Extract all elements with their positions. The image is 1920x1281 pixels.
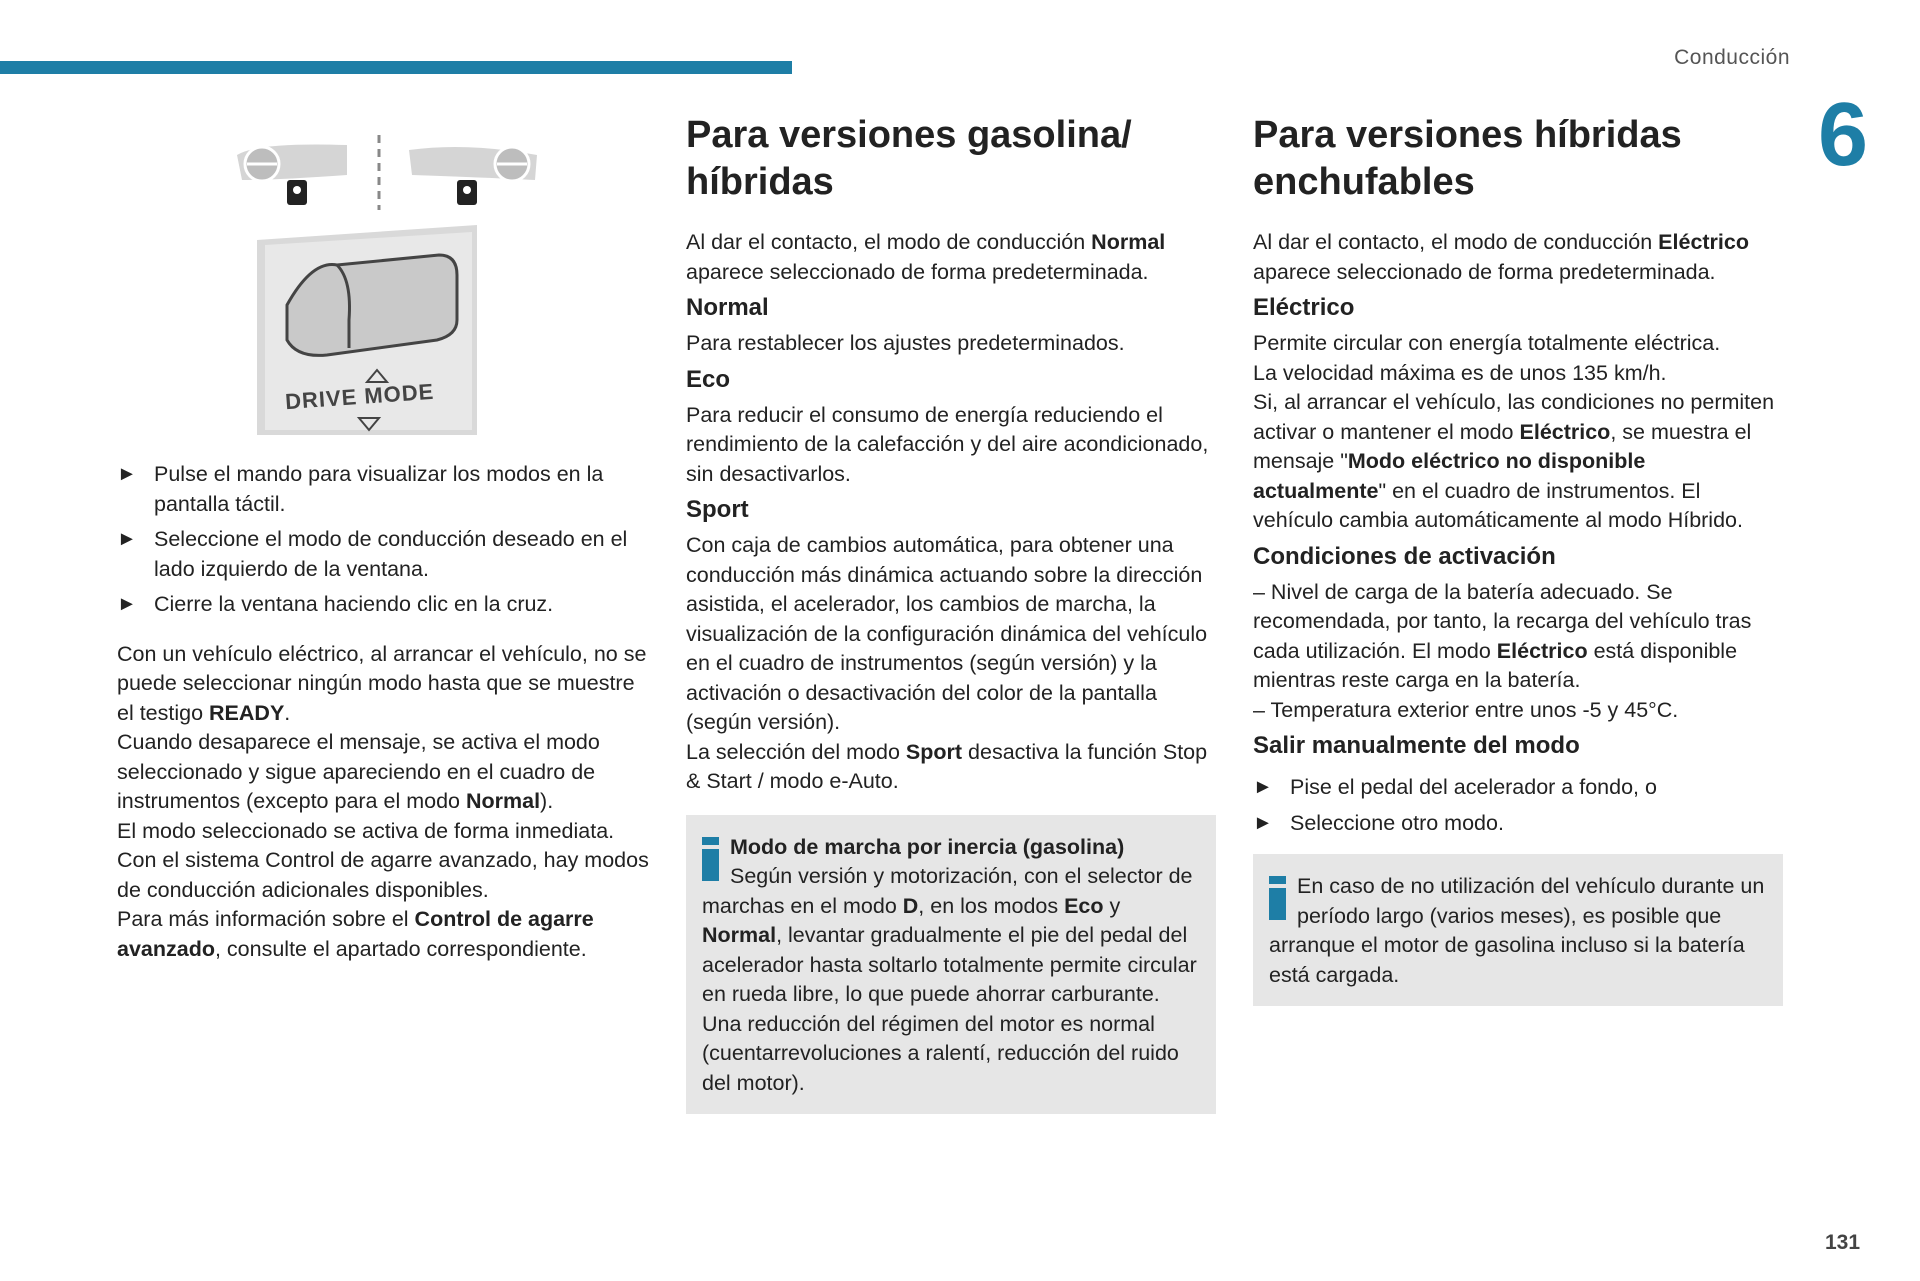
arrow-bullet-icon: ► bbox=[117, 593, 137, 615]
chapter-number: 6 bbox=[1818, 85, 1869, 185]
info-title: Modo de marcha por inercia (gasolina) bbox=[730, 834, 1125, 859]
paragraph: Si, al arrancar el vehículo, las condiciones no permiten activar o mantener el modo Eléctrico, se muestra el mensaje "Modo eléctrico no disponible actualmente" en el cuadro de instrumentos. El vehículo cambia automáticamente al modo Híbrido. bbox=[1253, 390, 1775, 532]
info-icon bbox=[702, 837, 719, 881]
column-left bbox=[117, 120, 652, 964]
arrow-bullet-icon: ► bbox=[117, 463, 137, 485]
header-accent-bar bbox=[0, 61, 792, 74]
subheading-activation-conditions: Condiciones de activación bbox=[1253, 542, 1556, 570]
paragraph: Con caja de cambios automática, para obtener una conducción más dinámica actuando sobre la dirección asistida, el acelerador, los cambios de marcha, la visualización de la configuración dinámica del vehículo en el cuadro de instrumentos (según versión) y la activación o desactivación del color de la pantalla (según versión). bbox=[686, 533, 1208, 734]
drive-mode-illustration bbox=[217, 120, 577, 440]
arrow-bullet-icon: ► bbox=[117, 528, 137, 550]
rhd-dashboard-icon bbox=[409, 147, 537, 205]
section-heading: Para versiones híbridas enchufables bbox=[1253, 114, 1682, 203]
paragraph: – Nivel de carga de la batería adecuado. Se recomendada, por tanto, la recarga del vehículo tras cada utilización. El modo Eléctrico está disponible mientras reste carga en la batería. bbox=[1253, 579, 1752, 692]
list-item: ► Pise el pedal del acelerador a fondo, o bbox=[1253, 773, 1783, 803]
drive-mode-caption: DRIVE MODE bbox=[284, 378, 436, 415]
paragraph: Cuando desaparece el mensaje, se activa el modo seleccionado y sigue apareciendo en el cuadro de instrumentos (excepto para el modo Normal). bbox=[117, 730, 600, 813]
info-text: Según versión y motorización, con el selector de marchas en el modo D, en los modos Eco y Normal, levantar gradualmente el pie del pedal del acelerador hasta soltarlo totalmente permite circular en rueda libre, lo que puede ahorrar carburante. bbox=[702, 864, 1197, 1006]
paragraph: La selección del modo Sport desactiva la función Stop & Start / modo e-Auto. bbox=[686, 739, 1208, 793]
paragraph: Al dar el contacto, el modo de conducción Eléctrico aparece seleccionado de forma predeterminada. bbox=[1253, 230, 1749, 284]
column-middle bbox=[686, 112, 1216, 1114]
subheading-sport: Sport bbox=[686, 496, 749, 523]
section-title: Conducción bbox=[1674, 46, 1790, 69]
exit-instruction-list bbox=[1253, 773, 1783, 838]
paragraph: Para más información sobre el Control de agarre avanzado, consulte el apartado correspondiente. bbox=[117, 907, 594, 961]
subheading-normal: Normal bbox=[686, 294, 769, 321]
list-item: ► Seleccione el modo de conducción deseado en el lado izquierdo de la ventana. bbox=[117, 527, 628, 581]
page-number: 131 bbox=[1825, 1231, 1861, 1254]
info-icon bbox=[1269, 876, 1286, 920]
paragraph: Permite circular con energía totalmente eléctrica. bbox=[1253, 331, 1721, 355]
column-right bbox=[1253, 112, 1783, 1006]
subheading-eco: Eco bbox=[686, 365, 731, 393]
list-item: ► Cierre la ventana haciendo clic en la cruz. bbox=[117, 590, 652, 620]
paragraph: Al dar el contacto, el modo de conducción Normal aparece seleccionado de forma predeterminada. bbox=[686, 230, 1166, 284]
paragraph: El modo seleccionado se activa de forma inmediata. bbox=[117, 818, 615, 843]
section-heading: Para versiones gasolina/ híbridas bbox=[686, 114, 1132, 203]
info-text: Una reducción del régimen del motor es normal (cuentarrevoluciones a ralentí, reducción del ruido del motor). bbox=[702, 1011, 1179, 1095]
instruction-list bbox=[117, 460, 652, 620]
paragraph: Con el sistema Control de agarre avanzado, hay modos de conducción adicionales disponibles. bbox=[117, 848, 649, 902]
arrow-bullet-icon: ► bbox=[1253, 776, 1273, 798]
info-text: En caso de no utilización del vehículo durante un período largo (varios meses), es posible que arranque el motor de gasolina incluso si la batería está cargada. bbox=[1269, 874, 1765, 987]
list-item: ► Pulse el mando para visualizar los modos en la pantalla táctil. bbox=[117, 462, 604, 516]
paragraph: Para reducir el consumo de energía reduciendo el rendimiento de la calefacción y del aire acondicionado, sin desactivarlos. bbox=[686, 402, 1209, 486]
lhd-dashboard-icon bbox=[237, 144, 347, 205]
paragraph: Para restablecer los ajustes predeterminados. bbox=[686, 331, 1125, 355]
paragraph: Con un vehículo eléctrico, al arrancar el vehículo, no se puede seleccionar ningún modo hasta que se muestre el testigo READY. bbox=[117, 641, 647, 725]
subheading-exit-mode: Salir manualmente del modo bbox=[1253, 732, 1580, 759]
info-box-battery bbox=[1253, 854, 1783, 1006]
info-box-inertia bbox=[686, 815, 1216, 1115]
arrow-bullet-icon: ► bbox=[1253, 811, 1273, 834]
paragraph: La velocidad máxima es de unos 135 km/h. bbox=[1253, 360, 1667, 385]
paragraph: – Temperatura exterior entre unos -5 y 45°C. bbox=[1253, 697, 1679, 722]
subheading-electric: Eléctrico bbox=[1253, 294, 1355, 321]
list-item: ► Seleccione otro modo. bbox=[1253, 809, 1783, 839]
